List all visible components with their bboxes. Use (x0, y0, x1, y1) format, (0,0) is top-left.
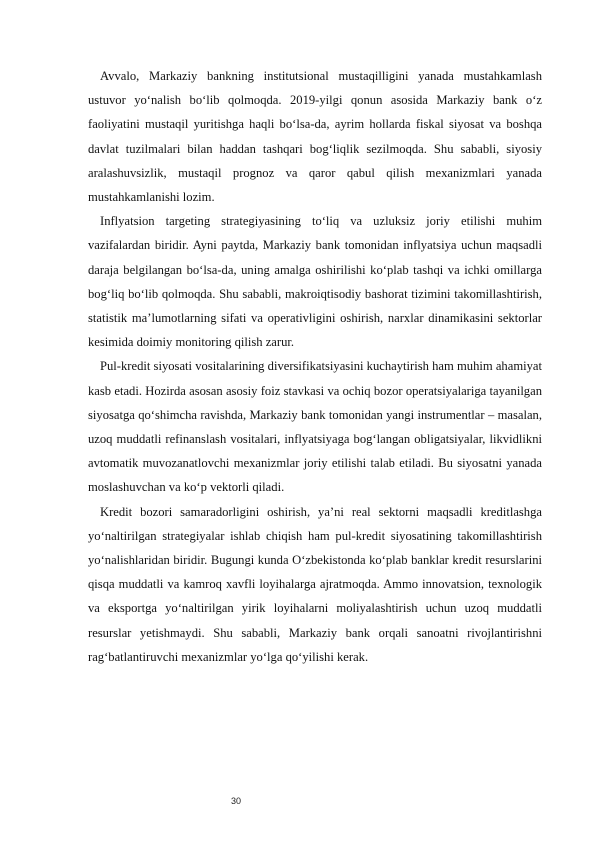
page-number: 30 (231, 796, 242, 806)
paragraph-policy-instruments: Pul-kredit siyosati vositalarining diversifikatsiyasini kuchaytirish ham muhim ahamiyat kasb etadi. Hozirda asosan asosiy foiz stavkasi va ochiq bozor operatsiyalariga tayanilgan siyosatga qo‘shimcha ravishda, Markaziy bank tomonidan yangi instrumentlar – masalan, uzoq muddatli refinanslash vositalari, inflyatsiyaga bog‘langan obligatsiyalar, likvidlikni avtomatik muvozanatlovchi mexanizmlar joriy etilishi talab etiladi. Bu siyosatni yanada moslashuvchan va ko‘p vektorli qiladi. (88, 359, 542, 495)
document-body (88, 64, 542, 669)
paragraph-inflation-targeting: Inflyatsion targeting strategiyasining to‘liq va uzluksiz joriy etilishi muhim vazifalardan biridir. Ayni paytda, Markaziy bank tomonidan inflyatsiya uchun maqsadli daraja belgilangan bo‘lsa-da, uning amalga oshirilishi ko‘plab tashqi va ichki omillarga bog‘liq bo‘lib qolmoqda. Shu sababli, makroiqtisodiy bashorat tizimini takomillashtirish, statistik ma’lumotlarning sifati va operativligini oshirish, narxlar dinamikasini sektorlar kesimida doimiy monitoring qilish zarur. (88, 214, 542, 350)
paragraph-credit-market: Kredit bozori samaradorligini oshirish, ya’ni real sektorni maqsadli kreditlashga yo‘naltirilgan strategiyalar ishlab chiqish ham pul-kredit siyosatining takomillashtirish yo‘nalishlaridan biridir. Bugungi kunda O‘zbekistonda ko‘plab banklar kredit resurslarini qisqa muddatli va kamroq xavfli loyihalarga ajratmoqda. Ammo innovatsion, texnologik va eksportga yo‘naltirilgan yirik loyihalarni moliyalashtirish uchun uzoq muddatli resurslar yetishmaydi. Shu sababli, Markaziy bank orqali sanoatni rivojlantirishni rag‘batlantiruvchi mexanizmlar yo‘lga qo‘yilishi kerak. (88, 504, 542, 664)
paragraph-central-bank-independence: Avvalo, Markaziy bankning institutsional mustaqilligini yanada mustahkamlash ustuvor yo‘nalish bo‘lib qolmoqda. 2019-yilgi qonun asosida Markaziy bank o‘z faoliyatini mustaqil yuritishga haqli bo‘lsa-da, ayrim hollarda fiskal siyosat va boshqa davlat tuzilmalari bilan haddan tashqari bog‘liqlik sezilmoqda. Shu sababli, siyosiy aralashuvsizlik, mustaqil prognoz va qaror qabul qilish mexanizmlari yanada mustahkamlanishi lozim. (88, 69, 542, 205)
